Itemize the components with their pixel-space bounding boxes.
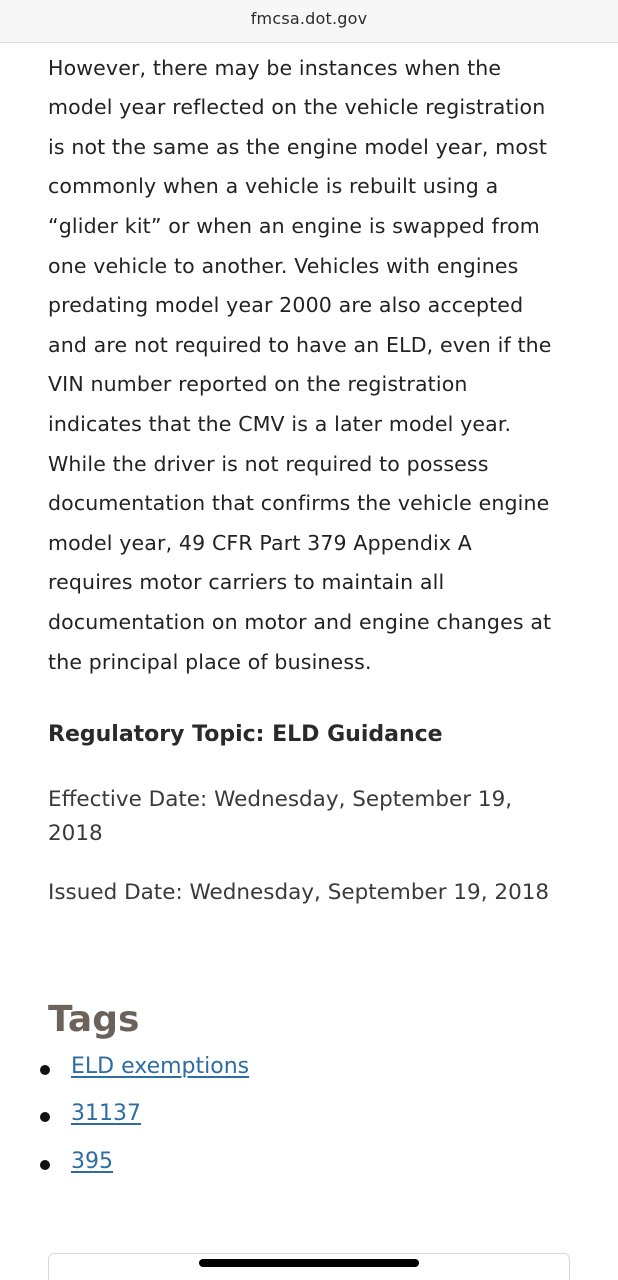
paragraph-line: However, there may be instances when the [48, 56, 502, 80]
issued-date: Issued Date: Wednesday, September 19, 2018 [48, 880, 550, 905]
paragraph-line: documentation on motor and engine changes at [48, 610, 552, 634]
paragraph-line: model year reflected on the vehicle registration [48, 95, 546, 119]
paragraph-line: requires motor carriers to maintain all [48, 570, 445, 594]
paragraph-line: commonly when a vehicle is rebuilt using a [48, 174, 499, 198]
regulatory-topic: Regulatory Topic: ELD Guidance [48, 722, 443, 747]
paragraph-line: is not the same as the engine model year, most [48, 135, 548, 159]
paragraph-line: one vehicle to another. Vehicles with engines [48, 254, 519, 278]
bullet-icon [40, 1065, 50, 1075]
tag-link-395[interactable]: 395 [71, 1149, 113, 1174]
home-indicator[interactable] [199, 1259, 419, 1267]
effective-date: Effective Date: Wednesday, September 19, [48, 787, 513, 812]
paragraph-line: predating model year 2000 are also accepted [48, 293, 524, 317]
tag-link-31137[interactable]: 31137 [71, 1101, 141, 1126]
paragraph-line: “glider kit” or when an engine is swapped from [48, 214, 540, 238]
url-text[interactable]: fmcsa.dot.gov [250, 9, 368, 28]
paragraph-line: model year, 49 CFR Part 379 Appendix A [48, 531, 472, 555]
browser-url-bar[interactable] [0, 0, 618, 43]
paragraph-line: VIN number reported on the registration [48, 372, 468, 396]
paragraph-line: While the driver is not required to possess [48, 452, 489, 476]
bullet-icon [40, 1160, 50, 1170]
paragraph-line: the principal place of business. [48, 650, 372, 674]
paragraph-line: indicates that the CMV is a later model year. [48, 412, 512, 436]
effective-date-year: 2018 [48, 821, 103, 846]
paragraph-line: and are not required to have an ELD, even if the [48, 333, 552, 357]
tags-heading: Tags [48, 999, 140, 1040]
bullet-icon [40, 1112, 50, 1122]
tag-link-eld-exemptions[interactable]: ELD exemptions [71, 1054, 250, 1079]
paragraph-line: documentation that confirms the vehicle engine [48, 491, 550, 515]
